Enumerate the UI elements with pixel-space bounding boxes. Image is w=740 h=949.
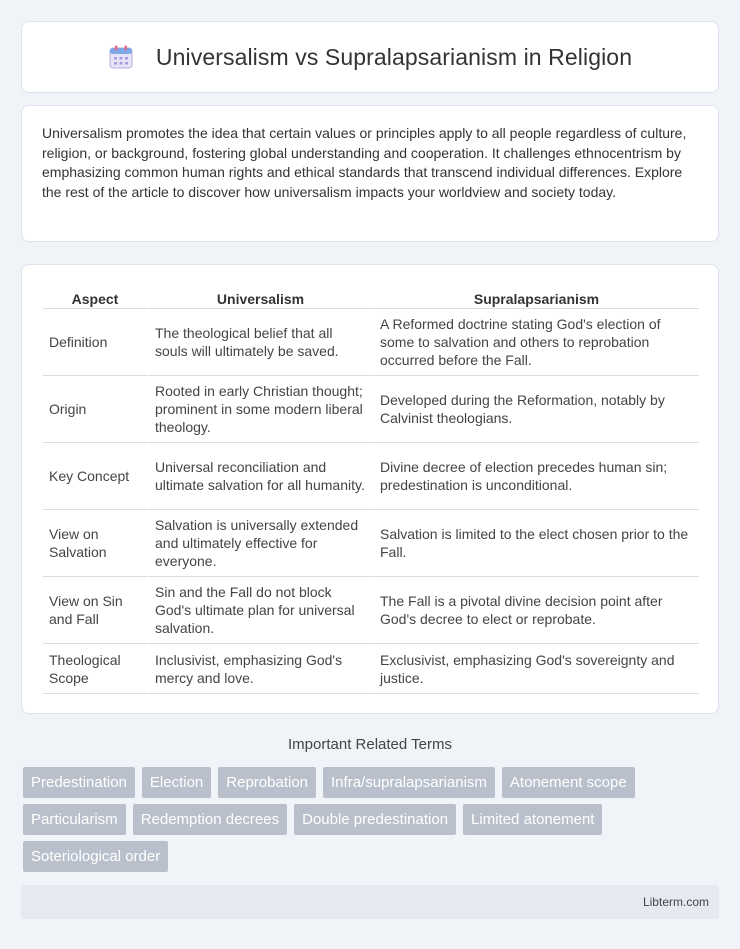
footer (21, 885, 719, 919)
comparison-table (43, 285, 699, 694)
supralapsarianism-cell: Exclusivist, emphasizing God's sovereignty and justice. (372, 644, 699, 694)
page-title: Universalism vs Supralapsarianism in Religion (155, 43, 633, 70)
universalism-cell: The theological belief that all souls will ultimately be saved. (147, 309, 372, 376)
table-row (43, 510, 699, 577)
related-term-tag[interactable]: Election (142, 767, 211, 798)
aspect-cell: Origin (43, 376, 147, 443)
table-row (43, 309, 699, 376)
aspect-cell: View on Sin and Fall (43, 577, 147, 644)
related-term-tag[interactable]: Double predestination (294, 804, 456, 835)
related-terms-list (23, 767, 723, 878)
table-row (43, 577, 699, 644)
column-header: Supralapsarianism (372, 285, 699, 309)
related-term-tag[interactable]: Infra/supralapsarianism (323, 767, 495, 798)
column-header: Aspect (43, 285, 147, 309)
aspect-cell: Theological Scope (43, 644, 147, 694)
header-card (21, 21, 719, 93)
related-term-tag[interactable]: Predestination (23, 767, 135, 798)
universalism-cell: Sin and the Fall do not block God's ultimate plan for universal salvation. (147, 577, 372, 644)
aspect-cell: View on Salvation (43, 510, 147, 577)
supralapsarianism-cell: The Fall is a pivotal divine decision point after God's decree to elect or reprobate. (372, 577, 699, 644)
related-term-tag[interactable]: Atonement scope (502, 767, 635, 798)
universalism-cell: Inclusivist, emphasizing God's mercy and love. (147, 644, 372, 694)
table-row (43, 443, 699, 510)
table-row (43, 644, 699, 694)
related-term-tag[interactable]: Redemption decrees (133, 804, 287, 835)
related-term-tag[interactable]: Limited atonement (463, 804, 602, 835)
supralapsarianism-cell: A Reformed doctrine stating God's election of some to salvation and others to reprobation occurred before the Fall. (372, 309, 699, 376)
related-terms-heading: Important Related Terms (288, 736, 452, 753)
supralapsarianism-cell: Developed during the Reformation, notably by Calvinist theologians. (372, 376, 699, 443)
column-header: Universalism (147, 285, 372, 309)
supralapsarianism-cell: Divine decree of election precedes human sin; predestination is unconditional. (372, 443, 699, 510)
comparison-table-card (21, 264, 719, 714)
footer-site-link[interactable]: Libterm.com (642, 895, 709, 909)
aspect-cell: Key Concept (43, 443, 147, 510)
related-term-tag[interactable]: Particularism (23, 804, 126, 835)
universalism-cell: Rooted in early Christian thought; prominent in some modern liberal theology. (147, 376, 372, 443)
calendar-icon (108, 44, 134, 70)
universalism-cell: Salvation is universally extended and ultimately effective for everyone. (147, 510, 372, 577)
table-header-row (43, 285, 699, 309)
related-term-tag[interactable]: Reprobation (218, 767, 316, 798)
table-row (43, 376, 699, 443)
intro-text: Universalism promotes the idea that certain values or principles apply to all people regardless of culture, religion, or background, fostering global understanding and cooperation. It challenges ethnocentrism by emphasizing common human rights and ethical standards that transcend individual differences. Explore the rest of the article to discover how universalism impacts your worldview and society today. (42, 125, 687, 200)
supralapsarianism-cell: Salvation is limited to the elect chosen prior to the Fall. (372, 510, 699, 577)
aspect-cell: Definition (43, 309, 147, 376)
intro-card (21, 105, 719, 242)
related-term-tag[interactable]: Soteriological order (23, 841, 168, 872)
universalism-cell: Universal reconciliation and ultimate salvation for all humanity. (147, 443, 372, 510)
